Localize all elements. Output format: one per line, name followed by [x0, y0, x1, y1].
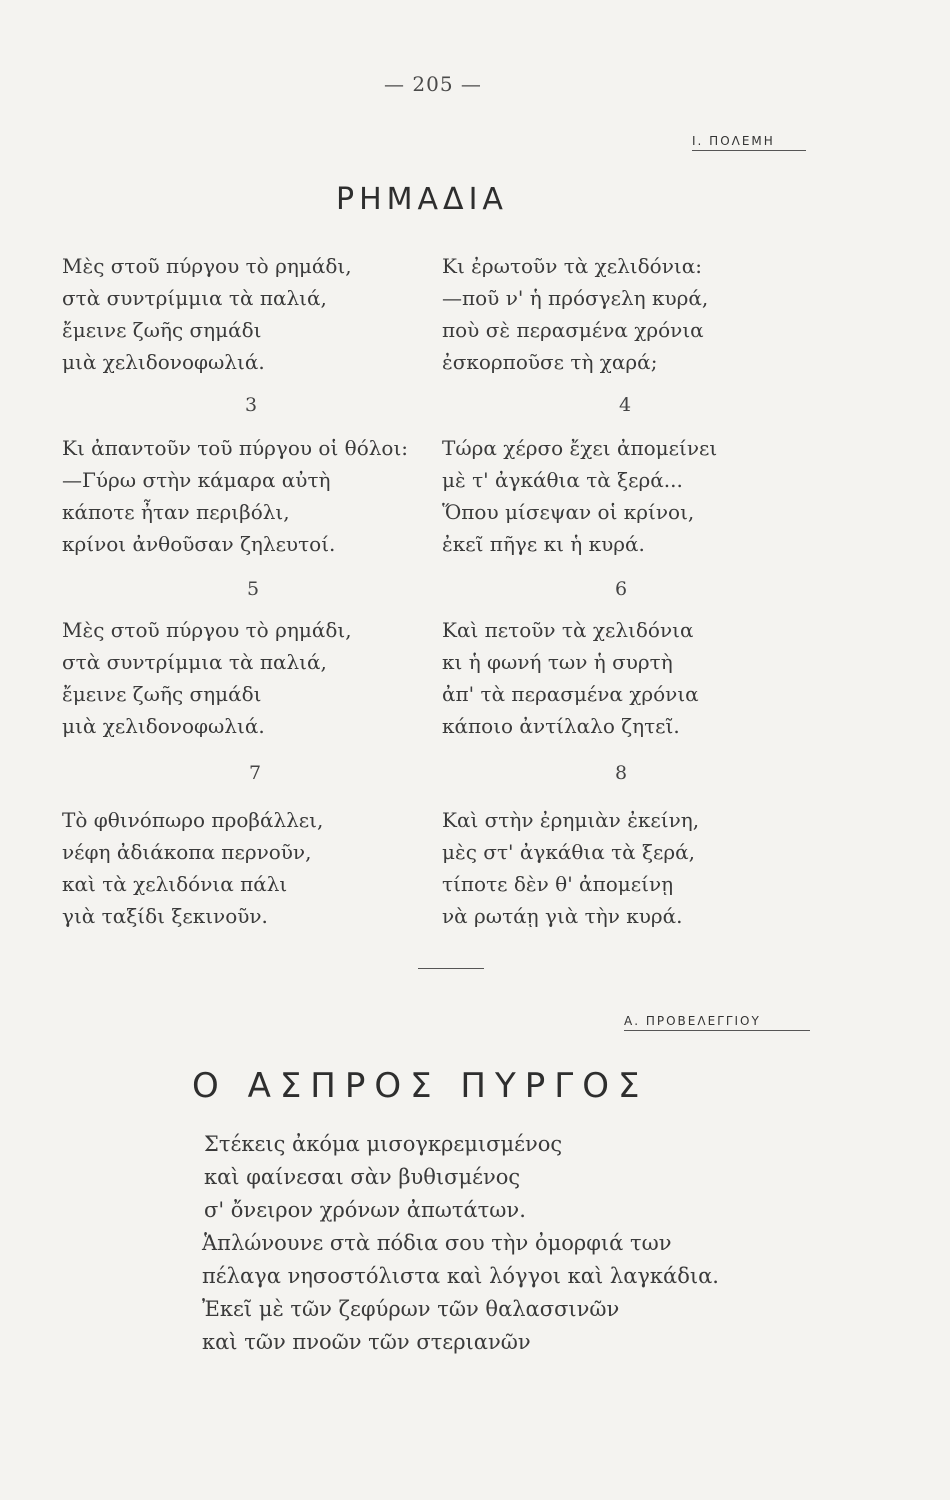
verse-line: καὶ φαίνεσαι σὰν βυθισμένος: [204, 1165, 521, 1189]
verse-line: Τὸ φθινόπωρο προβάλλει,: [62, 808, 324, 832]
stanza-number: 5: [246, 578, 260, 600]
verse-line: Ἐκεῖ μὲ τῶν ζεφύρων τῶν θαλασσινῶν: [202, 1297, 620, 1321]
verse-line: Μὲς στοῦ πύργου τὸ ρημάδι,: [62, 618, 352, 642]
stanza-8: [442, 804, 699, 932]
verse-line: Τώρα χέρσο ἔχει ἀπομείνει: [442, 436, 718, 460]
page-number: — 205 —: [384, 72, 482, 96]
verse-line: μὲ τ' ἀγκάθια τὰ ξερά...: [442, 468, 683, 492]
verse-line: μιὰ χελιδονοφωλιά.: [62, 350, 265, 374]
verse-line: καὶ τὰ χελιδόνια πάλι: [62, 872, 288, 896]
verse-line: μιὰ χελιδονοφωλιά.: [62, 714, 265, 738]
verse-line: Καὶ πετοῦν τὰ χελιδόνια: [442, 618, 694, 642]
poem1-title: ΡΗΜΑΔΙΑ: [336, 182, 508, 217]
stanza-number: 8: [614, 762, 628, 784]
verse-line: σ' ὄνειρον χρόνων ἀπωτάτων.: [204, 1198, 526, 1222]
verse-line: κι ἡ φωνή των ἡ συρτὴ: [442, 650, 673, 674]
stanza-2: [442, 250, 708, 378]
stanza-7: [62, 804, 323, 932]
verse-line: καὶ τῶν πνοῶν τῶν στεριανῶν: [202, 1330, 531, 1354]
verse-line: Κι ἐρωτοῦν τὰ χελιδόνια:: [442, 254, 702, 278]
stanza-1: [62, 250, 352, 378]
verse-line: ἔμεινε ζωῆς σημάδι: [62, 318, 262, 342]
poem2-title: Ο ΑΣΠΡΟΣ ΠΥΡΓΟΣ: [192, 1066, 649, 1106]
stanza-5: [62, 614, 352, 742]
stanza-number: 4: [618, 394, 632, 416]
verse-line: κρίνοι ἀνθοῦσαν ζηλευτοί.: [62, 532, 336, 556]
verse-line: ἐσκορποῦσε τὴ χαρά;: [442, 350, 658, 374]
verse-line: Ὅπου μίσεψαν οἱ κρίνοι,: [442, 500, 695, 524]
verse-line: στὰ συντρίμμια τὰ παλιά,: [62, 650, 327, 674]
section-divider: [418, 968, 484, 969]
poem1-author: Ι. ΠΟΛΕΜΗ: [692, 134, 806, 151]
stanza-number: 7: [248, 762, 262, 784]
verse-line: τίποτε δὲν θ' ἀπομείνῃ: [442, 872, 674, 896]
verse-line: —Γύρω στὴν κάμαρα αὐτὴ: [62, 468, 331, 492]
stanza-number: 6: [614, 578, 628, 600]
stanza-number: 3: [244, 394, 258, 416]
verse-line: κάποτε ἦταν περιβόλι,: [62, 500, 290, 524]
stanza-3: [62, 432, 408, 560]
verse-line: ποὺ σὲ περασμένα χρόνια: [442, 318, 704, 342]
verse-line: ἐκεῖ πῆγε κι ἡ κυρά.: [442, 532, 645, 556]
poem2-author: Α. ΠΡΟΒΕΛΕΓΓΙΟΥ: [624, 1014, 810, 1031]
verse-line: νὰ ρωτάῃ γιὰ τὴν κυρά.: [442, 904, 683, 928]
verse-line: μὲς στ' ἀγκάθια τὰ ξερά,: [442, 840, 695, 864]
verse-line: νέφη ἀδιάκοπα περνοῦν,: [62, 840, 312, 864]
verse-line: ἔμεινε ζωῆς σημάδι: [62, 682, 262, 706]
verse-line: Καὶ στὴν ἐρημιὰν ἐκείνη,: [442, 808, 700, 832]
verse-line: —ποῦ ν' ἡ πρόσγελη κυρά,: [442, 286, 709, 310]
verse-line: Κι ἀπαντοῦν τοῦ πύργου οἱ θόλοι:: [62, 436, 409, 460]
verse-line: ἀπ' τὰ περασμένα χρόνια: [442, 682, 699, 706]
verse-line: στὰ συντρίμμια τὰ παλιά,: [62, 286, 327, 310]
verse-line: κάποιο ἀντίλαλο ζητεῖ.: [442, 714, 680, 738]
stanza-4: [442, 432, 717, 560]
verse-line: πέλαγα νησοστόλιστα καὶ λόγγοι καὶ λαγκάδια.: [202, 1264, 719, 1288]
verse-line: Στέκεις ἀκόμα μισογκρεμισμένος: [204, 1132, 563, 1156]
poem2-body: [204, 1128, 719, 1359]
verse-line: γιὰ ταξίδι ξεκινοῦν.: [62, 904, 268, 928]
verse-line: Μὲς στοῦ πύργου τὸ ρημάδι,: [62, 254, 352, 278]
verse-line: Ἁπλώνουνε στὰ πόδια σου τὴν ὀμορφιά των: [202, 1231, 672, 1255]
stanza-6: [442, 614, 699, 742]
